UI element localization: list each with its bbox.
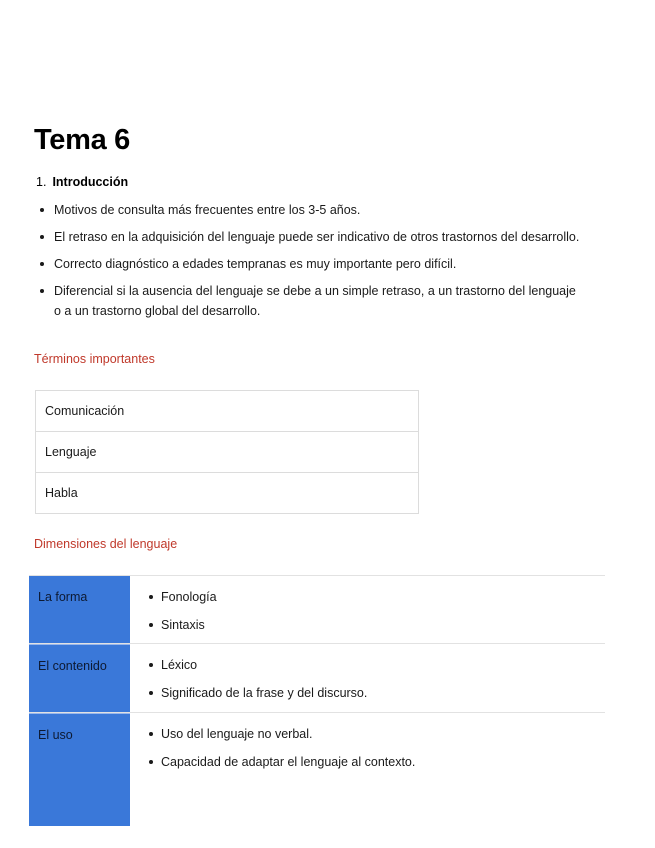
dimension-item: Fonología [130,587,217,607]
dimension-label: El uso [29,713,130,826]
terms-row: Habla [45,486,78,500]
intro-heading-text: Introducción [52,175,129,189]
terms-row: Lenguaje [36,432,418,473]
dimensions-row [29,644,605,713]
dimension-item: Sintaxis [130,615,217,635]
intro-bullet-list [38,200,583,328]
terms-table [35,390,419,514]
intro-number: 1. [36,175,47,189]
terms-heading: Términos importantes [34,352,155,366]
dimension-item: Significado de la frase y del discurso. [130,683,367,703]
dimension-item: Uso del lenguaje no verbal. [130,724,415,744]
dimension-item: Capacidad de adaptar el lenguaje al contexto. [130,752,415,772]
terms-row: Comunicación [36,391,418,432]
dimension-item: Léxico [130,655,367,675]
intro-bullet: Diferencial si la ausencia del lenguaje se debe a un simple retraso, a un trastorno del lenguaje o a un trastorno global del desarrollo. [38,281,583,321]
page-title: Tema 6 [34,124,130,156]
intro-bullet: Motivos de consulta más frecuentes entre los 3-5 años. [38,200,583,220]
dimension-items [130,576,217,643]
dimensions-heading: Dimensiones del lenguaje [34,537,178,551]
dimensions-row [29,576,605,644]
dimensions-row [29,713,605,826]
intro-bullet: El retraso en la adquisición del lenguaje puede ser indicativo de otros trastornos del desarrollo. [38,227,583,247]
intro-bullet: Correcto diagnóstico a edades tempranas es muy importante pero difícil. [38,254,583,274]
dimension-items [130,644,367,712]
intro-heading [36,174,128,190]
dimension-label: El contenido [29,644,130,712]
dimension-items [130,713,415,826]
dimensions-table [29,575,605,826]
dimension-label: La forma [29,576,130,643]
